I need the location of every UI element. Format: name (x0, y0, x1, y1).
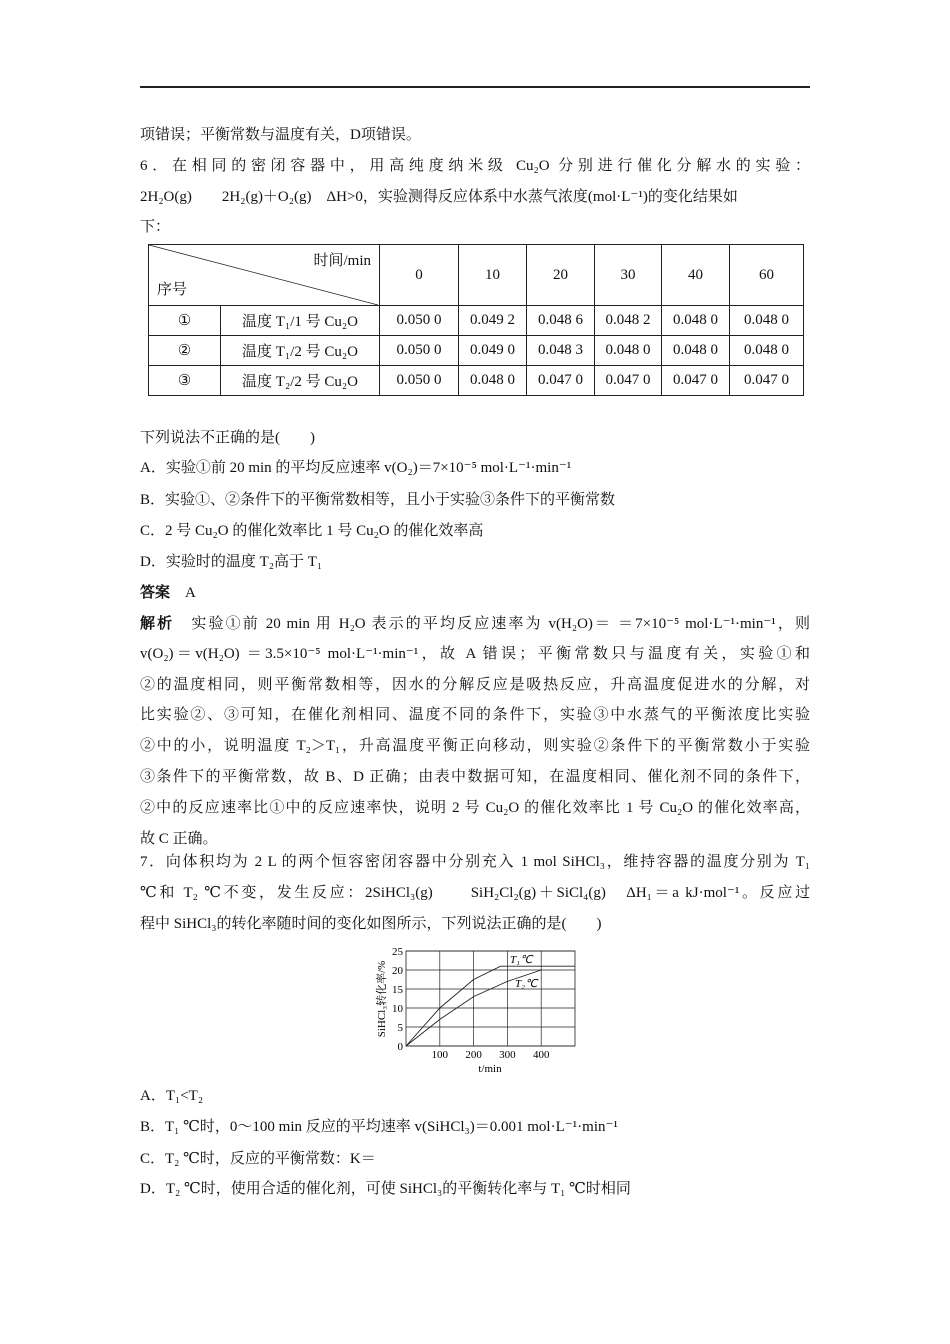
question-7-stem: 7．向体积均为 2 L 的两个恒容密闭容器中分别充入 1 mol SiHCl₃，维持容器的温度分别为 T₁ (140, 854, 810, 870)
option-a: A．T₁<T₂ (140, 1088, 204, 1104)
table-row (149, 306, 804, 336)
table-cell: 0.047 0 (527, 366, 595, 396)
analysis-line: ②中的反应速率比①中的反应速率快，说明 2 号 Cu₂O 的催化效率比 1 号 Cu₂O 的催化效率高， (140, 800, 810, 816)
row-condition: 温度 T₁/2 号 Cu₂O (221, 336, 380, 366)
series-line-1 (406, 966, 575, 1046)
analysis-line (140, 614, 810, 634)
table-cell: 0.049 2 (459, 306, 527, 336)
table-row (149, 366, 804, 396)
option-d: D．实验时的温度 T₂高于 T₁ (140, 554, 323, 570)
x-tick-label: 400 (532, 1049, 550, 1061)
row-index: ② (149, 336, 221, 366)
table-cell: 0.048 6 (527, 306, 595, 336)
option-d: D．T₂ ℃时，使用合适的催化剂，可使 SiHCl₃的平衡转化率与 T₁ ℃时相同 (140, 1181, 631, 1197)
table-cell: 0.048 3 (527, 336, 595, 366)
analysis-line: 比实验②、③可知，在催化剂相同、温度不同的条件下，实验③中水蒸气的平衡浓度比实验 (140, 707, 810, 723)
option-c: C．2 号 Cu₂O 的催化效率比 1 号 Cu₂O 的催化效率高 (140, 523, 484, 539)
answer-line (140, 583, 196, 603)
table-cell: 0.047 0 (595, 366, 662, 396)
y-tick-label: 15 (392, 984, 403, 996)
option-b: B．实验①、②条件下的平衡常数相等，且小于实验③条件下的平衡常数 (140, 492, 616, 508)
concentration-table (148, 244, 804, 396)
answer-value: A (185, 585, 196, 601)
row-condition: 温度 T₂/2 号 Cu₂O (221, 366, 380, 396)
row-index: ③ (149, 366, 221, 396)
x-axis-label: t/min (478, 1063, 502, 1075)
analysis-line: 故 C 正确。 (140, 831, 218, 847)
question-7-stem: ℃和 T₂ ℃不变，发生反应：2SiHCl₃(g) SiH₂Cl₂(g)＋SiCl₄(g) ΔH₁＝a kJ·mol⁻¹。反应过 (140, 885, 810, 901)
analysis-text: 实验①前 20 min 用 H₂O 表示的平均反应速率为 v(H₂O)＝ ＝7×10⁻⁵ mol·L⁻¹·min⁻¹，则 (191, 616, 810, 632)
table-row (149, 336, 804, 366)
table-cell: 0.048 0 (459, 366, 527, 396)
header-index: 序号 (157, 282, 188, 298)
table-cell: 0.048 0 (662, 336, 730, 366)
diagonal-header-cell (149, 245, 380, 306)
conversion-chart (365, 942, 585, 1077)
x-tick-label: 200 (465, 1049, 482, 1061)
analysis-label: 解析 (140, 616, 175, 632)
option-c: C．T₂ ℃时，反应的平衡常数：K＝ (140, 1151, 376, 1167)
time-header: 30 (595, 245, 662, 306)
series-label-t2: T₂℃ (515, 978, 538, 990)
x-tick-label: 100 (431, 1049, 449, 1061)
y-tick-label: 20 (392, 965, 403, 977)
table-cell: 0.047 0 (662, 366, 730, 396)
header-rule (140, 86, 810, 88)
question-6-prompt: 下列说法不正确的是( ) (140, 430, 315, 446)
row-condition: 温度 T₁/1 号 Cu₂O (221, 306, 380, 336)
time-header: 0 (380, 245, 459, 306)
question-7-stem: 程中 SiHCl₃的转化率随时间的变化如图所示，下列说法正确的是( ) (140, 916, 602, 932)
plot-frame (406, 951, 575, 1046)
answer-label: 答案 (140, 585, 171, 601)
table-cell: 0.048 0 (730, 336, 804, 366)
analysis-line: v(O₂)＝v(H₂O) ＝3.5×10⁻⁵ mol·L⁻¹·min⁻¹，故 A 错误；平衡常数只与温度有关，实验①和 (140, 646, 810, 662)
time-header: 20 (527, 245, 595, 306)
analysis-line: ②的温度相同，则平衡常数相等，因水的分解反应是吸热反应，升高温度促进水的分解，对 (140, 677, 810, 693)
table-cell: 0.048 0 (595, 336, 662, 366)
table-cell: 0.048 0 (662, 306, 730, 336)
header-time: 时间/min (313, 253, 371, 269)
y-tick-label: 25 (392, 946, 403, 958)
x-tick-label: 300 (499, 1049, 516, 1061)
table-cell: 0.048 0 (730, 306, 804, 336)
y-tick-label: 10 (392, 1003, 403, 1015)
analysis-line: ③条件下的平衡常数，故 B、D 正确；由表中数据可知，在温度相同、催化剂不同的条件下， (140, 769, 810, 785)
option-a: A．实验①前 20 min 的平均反应速率 v(O₂)＝7×10⁻⁵ mol·L⁻¹·min⁻¹ (140, 460, 572, 476)
option-b: B．T₁ ℃时，0～100 min 反应的平均速率 v(SiHCl₃)＝0.001 mol·L⁻¹·min⁻¹ (140, 1119, 618, 1135)
y-tick-label: 5 (397, 1022, 403, 1034)
table-cell: 0.050 0 (380, 336, 459, 366)
reaction-line: 2H₂O(g) 2H₂(g)＋O₂(g) ΔH>0，实验测得反应体系中水蒸气浓度(mol·L⁻¹)的变化结果如 (140, 189, 738, 205)
question-6-stem: 6．在相同的密闭容器中，用高纯度纳米级 Cu₂O 分别进行催化分解水的实验： (140, 158, 810, 174)
time-header: 60 (730, 245, 804, 306)
table-cell: 0.050 0 (380, 366, 459, 396)
y-tick-label: 0 (397, 1041, 403, 1053)
table-cell: 0.048 2 (595, 306, 662, 336)
y-axis-label: SiHCl₃转化率/% (376, 960, 388, 1038)
series-label-t1: T₁℃ (510, 954, 533, 966)
text-line: 项错误；平衡常数与温度有关，D项错误。 (140, 127, 421, 143)
time-header: 10 (459, 245, 527, 306)
row-index: ① (149, 306, 221, 336)
analysis-line: ②中的小，说明温度 T₂＞T₁，升高温度平衡正向移动，则实验②条件下的平衡常数小于实验 (140, 738, 810, 754)
time-header: 40 (662, 245, 730, 306)
table-cell: 0.049 0 (459, 336, 527, 366)
table-cell: 0.050 0 (380, 306, 459, 336)
table-cell: 0.047 0 (730, 366, 804, 396)
text-line: 下： (140, 219, 171, 235)
